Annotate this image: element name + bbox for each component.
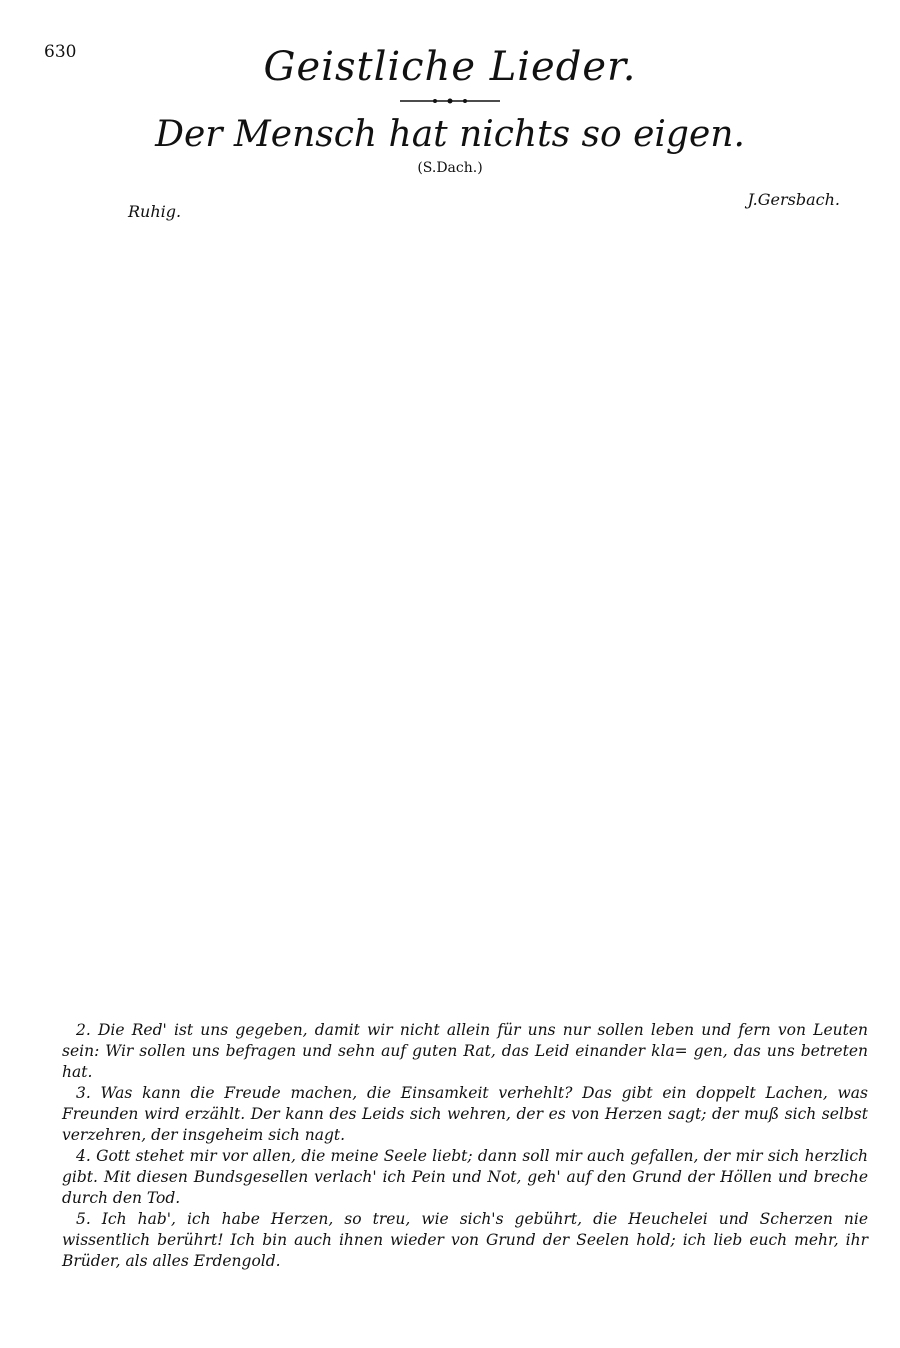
- lyricist: (S.Dach.): [417, 160, 483, 176]
- section-title: Geistliche Lieder.: [263, 44, 637, 90]
- additional-verses: [62, 1020, 868, 1272]
- composer: J.Gersbach.: [747, 190, 840, 209]
- verse-4: 4. Gott stehet mir vor allen, die meine Seele liebt; dann soll mir auch gefallen, der mir sich herzlich gibt. Mit diesen Bundsgesellen verlach' ich Pein und Not, geh' auf den Grund der Höllen und breche durch den Tod.: [62, 1147, 868, 1207]
- ornament-divider: [400, 96, 500, 106]
- verse-5: 5. Ich hab', ich habe Herzen, so treu, wie sich's gebührt, die Heuchelei und Scherzen nie wissentlich berührt! Ich bin auch ihnen wieder von Grund der Seelen hold; ich lieb euch mehr, ihr Brüder, als alles Erdengold.: [62, 1210, 868, 1270]
- page-number: 630: [44, 42, 77, 62]
- song-title: Der Mensch hat nichts so eigen.: [155, 114, 745, 155]
- verse-2: 2. Die Red' ist uns gegeben, damit wir nicht allein für uns nur sollen leben und fern von Leuten sein: Wir sollen uns befragen und sehn auf guten Rat, das Leid einander kla= gen, das uns betreten hat.: [62, 1021, 868, 1081]
- tempo-marking: Ruhig.: [128, 202, 182, 221]
- verse-3: 3. Was kann die Freude machen, die Einsamkeit verhehlt? Das gibt ein doppelt Lachen, was Freunden wird erzählt. Der kann des Leids sich wehren, der es von Herzen sagt; der muß sich selbst verzehren, der insgeheim sich nagt.: [62, 1084, 868, 1144]
